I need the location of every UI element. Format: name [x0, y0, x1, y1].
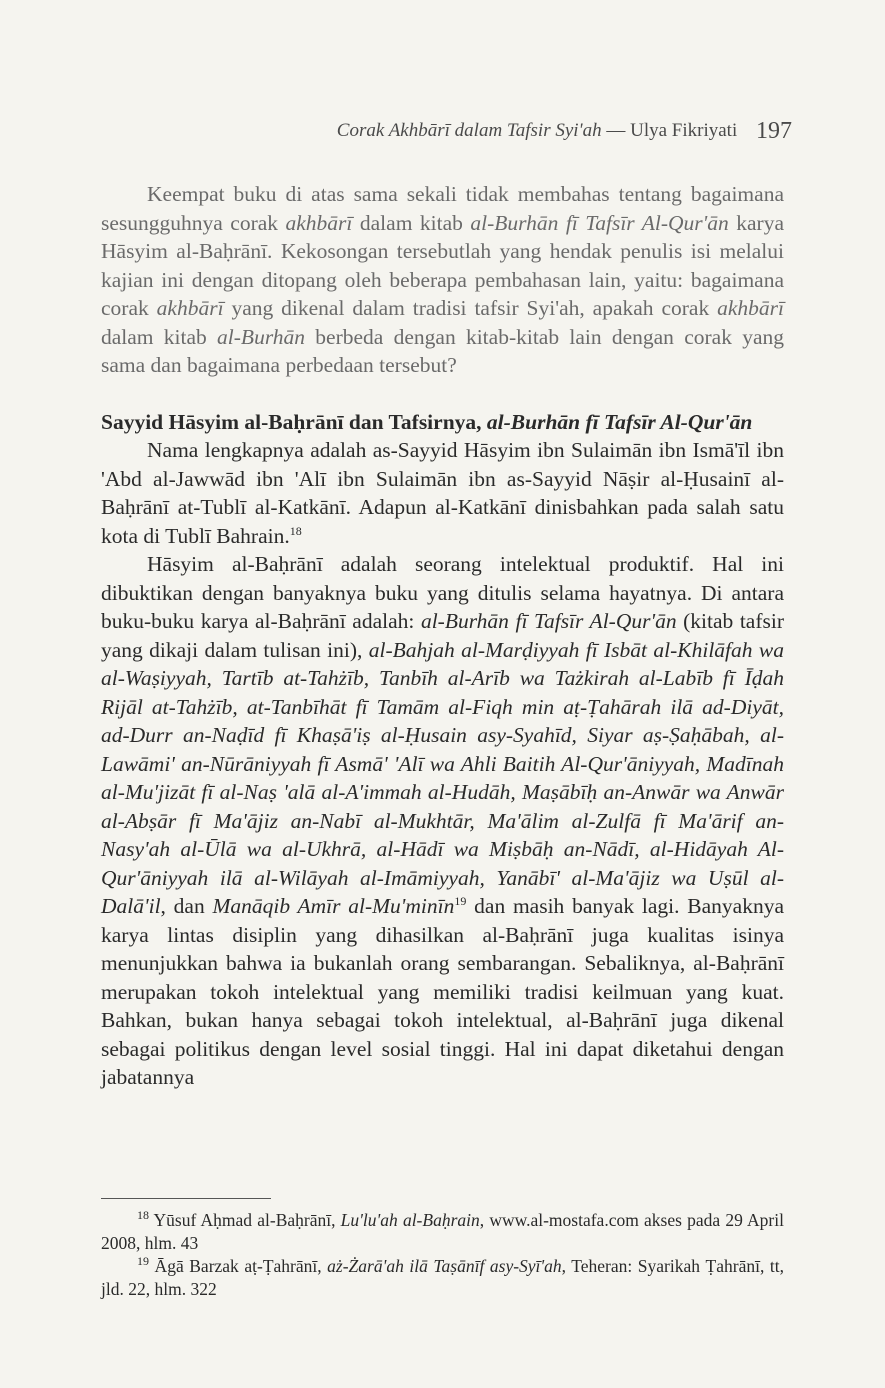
text-run: Keempat buku di atas sama sekali tidak membahas tentang bagaimana sesungguhnya corak — [101, 182, 784, 235]
italic-title: al-Burhān fī Tafsīr Al-Qur'ān — [420, 609, 677, 633]
name-paragraph — [101, 436, 784, 550]
footnote-divider — [101, 1198, 271, 1199]
italic-title: Lu'lu'ah al-Baḥrain — [340, 1210, 480, 1230]
header-separator: — — [606, 120, 626, 141]
text-run: berbeda dengan kitab-kitab lain dengan corak yang sama dan bagaimana perbedaan tersebut? — [101, 324, 784, 377]
italic-title: aż-Żarā'ah ilā Taṣānīf asy-Syī'ah — [327, 1256, 562, 1276]
text-run: Āgā Barzak aṭ-Ṭahrānī, — [149, 1256, 328, 1276]
italic-term: akhbārī — [156, 296, 224, 320]
italic-title: Manāqib Amīr al-Mu'minīn — [212, 894, 455, 918]
footnotes — [101, 1198, 784, 1301]
footnote-ref[interactable]: 18 — [289, 523, 302, 538]
italic-title: al-Burhān fī Tafsīr Al-Qur'ān — [470, 210, 729, 235]
text-run: dalam kitab — [352, 210, 471, 235]
italic-term: akhbārī — [285, 210, 353, 235]
text-run: dalam kitab — [101, 324, 218, 349]
page-body — [101, 180, 784, 1092]
heading-text: Sayyid Hāsyim al-Baḥrānī dan Tafsirnya, — [101, 409, 487, 434]
footnote-18 — [101, 1209, 784, 1255]
text-run: , www.al-mostafa.com akses pada 29 April 2008, hlm. 43 — [101, 1210, 784, 1253]
footnote-ref[interactable]: 19 — [454, 893, 467, 908]
text-run: dan masih banyak lagi. Banyaknya karya lintas disiplin yang dihasilkan al-Baḥrānī juga kualitas isinya menunjukkan bahwa ia bukanlah orang sembarangan. Sebaliknya, al-Baḥrānī merupakan tokoh intelektual yang memiliki tradisi keilmuan yang kuat. Bahkan, bukan hanya sebagai tokoh intelektual, al-Baḥrānī juga dikenal sebagai politikus dengan level sosial tinggi. Hal ini dapat diketahui dengan jabatannya — [101, 894, 785, 1089]
italic-works-list: al-Bahjah al-Marḍiyyah fī Isbāt al-Khilāfah wa al-Waṣiyyah, Tartīb at-Tahżīb, Tanbīh al-Arīb wa Tażkirah al-Labīb fī Īḍah Rijāl at-Tahżīb, at-Tanbīhāt fī Tamām al-Fiqh min aṭ-Ṭahārah ilā ad-Diyāt, ad-Durr an-Naḍīd fī Khaṣā'iṣ al-Ḥusain asy-Syahīd, Siyar aṣ-Ṣaḥābah, al-Lawāmi' an-Nūrāniyyah fī Asmā' 'Alī wa Ahli Baitih Al-Qur'āniyyah, Madīnah al-Mu'jizāt fī al-Naṣ 'alā al-A'immah al-Hudāh, Maṣābīḥ an-Anwār wa Anwār al-Abṣār fī Ma'ājiz an-Nabī al-Mukhtār, Ma'ālim al-Zulfā fī Ma'ārif an-Nasy'ah al-Ūlā wa al-Ukhrā, al-Hādī wa Miṣbāḥ an-Nādī, al-Hidāyah Al-Qur'āniyyah ilā al-Wilāyah al-Imāmiyyah, Yanābī' al-Ma'ājiz wa Uṣūl al-Dalā'il — [101, 637, 784, 918]
header-author: Ulya Fikriyati — [630, 120, 738, 141]
running-header — [100, 118, 792, 145]
italic-title: al-Burhān — [217, 324, 306, 349]
footnote-19 — [101, 1255, 784, 1301]
footnote-number: 18 — [137, 1208, 149, 1223]
italic-term: akhbārī — [717, 296, 784, 320]
heading-italic: al-Burhān fī Tafsīr Al-Qur'ān — [486, 409, 753, 434]
text-run: Nama lengkapnya adalah as-Sayyid Hāsyim ibn Sulaimān ibn Ismā'īl ibn 'Abd al-Jawwād ibn 'Alī ibn Sulaimān ibn as-Sayyid Nāṣir al-Ḥusainī al-Baḥrānī at-Tublī al-Katkānī. Adapun al-Katkānī dinisbahkan pada salah satu kota di Tublī Bahrain. — [101, 438, 784, 548]
text-run: (kitab tafsir yang dikaji dalam tulisan ini), — [101, 609, 785, 662]
page-number: 197 — [756, 118, 792, 144]
footnote-number: 19 — [137, 1254, 149, 1269]
intro-paragraph — [101, 180, 784, 380]
section-heading — [101, 408, 784, 437]
text-run: karya Hāsyim al-Baḥrānī. Kekosongan tersebutlah yang hendak penulis isi melalui kajian ini dengan ditopang oleh beberapa pembahasan lain, yaitu: bagaimana corak — [101, 210, 784, 320]
text-run: yang dikenal dalam tradisi tafsir Syi'ah, apakah corak — [223, 296, 718, 320]
text-run: , Teheran: Syarikah Ṭahrānī, tt, jld. 22, hlm. 322 — [101, 1256, 784, 1299]
text-run: Hāsyim al-Baḥrānī adalah seorang intelektual produktif. Hal ini dibuktikan dengan banyaknya buku yang ditulis selama hayatnya. Di antara buku-buku karya al-Baḥrānī adalah: — [101, 552, 784, 633]
text-run: , dan — [160, 894, 213, 918]
running-title: Corak Akhbārī dalam Tafsir Syi'ah — [336, 120, 602, 141]
text-run: Yūsuf Aḥmad al-Baḥrānī, — [149, 1210, 341, 1230]
works-paragraph — [101, 550, 784, 1092]
